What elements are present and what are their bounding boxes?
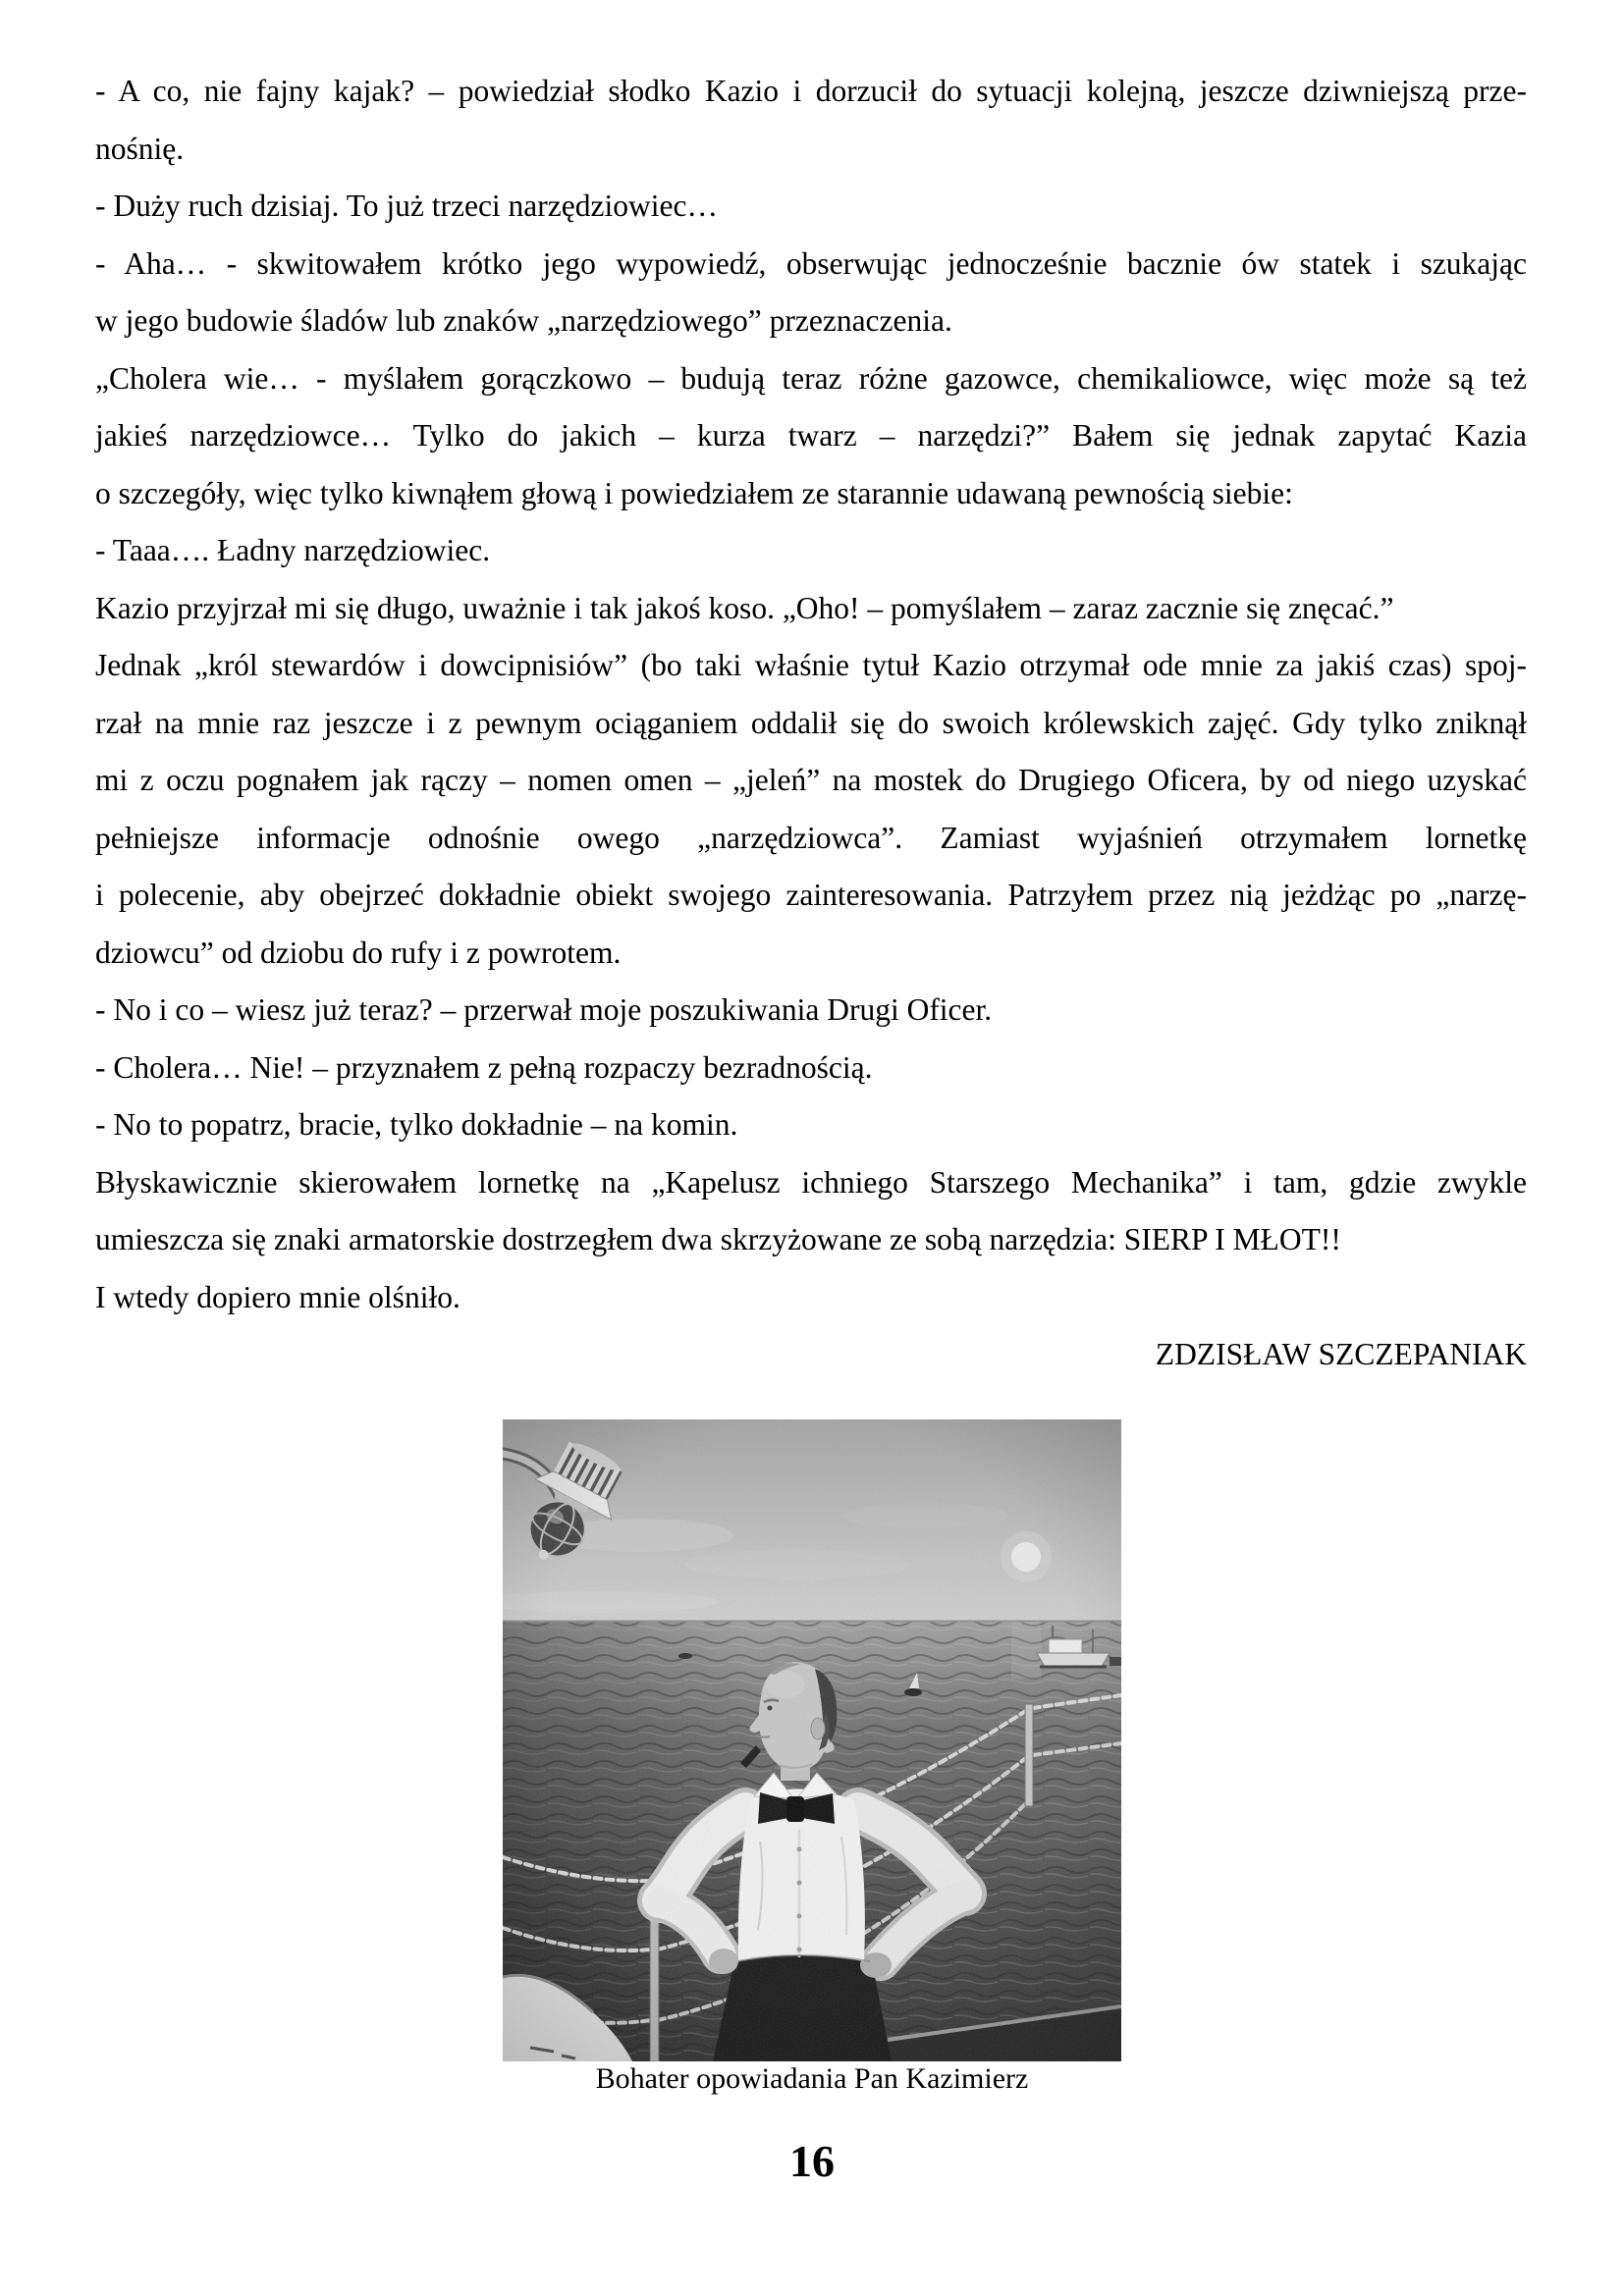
text-line: Jednak „król stewardów i dowcipnisiów” (bo taki właśnie tytuł Kazio otrzymał ode mnie za jakiś czas) spoj- [95,648,1527,682]
text-line: - Duży ruch dzisiaj. To już trzeci narzędziowiec… [95,188,718,223]
text-line: w jego budowie śladów lub znaków „narzędziowego” przeznaczenia. [95,303,952,338]
text-line: „Cholera wie… - myślałem gorączkowo – budują teraz różne gazowce, chemikaliowce, więc może są też [95,360,1527,396]
page-number: 16 [789,2136,835,2186]
text-line: Kazio przyjrzał mi się długo, uważnie i tak jakoś koso. „Oho! – pomyślałem – zaraz zacznie się znęcać.” [95,590,1394,625]
author-signature: ZDZISŁAW SZCZEPANIAK [1155,1337,1527,1371]
text-line: o szczegóły, więc tylko kiwnąłem głową i powiedziałem ze starannie udawaną pewnością siebie: [95,475,1293,510]
text-line: dziowcu” od dziobu do rufy i z powrotem. [95,934,622,970]
text-line: pełniejsze informacje odnośnie owego „narzędziowca”. Zamiast wyjaśnień otrzymałem lornetkę [95,820,1527,855]
text-line: - No i co – wiesz już teraz? – przerwał moje poszukiwania Drugi Oficer. [95,992,993,1027]
ship-deck-photo [503,1419,1121,2061]
text-line: mi z oczu pognałem jak rączy – nomen omen – „jeleń” na mostek do Drugiego Oficera, by od niego uzyskać [95,763,1527,797]
photo-pan-kazimierz [503,1419,1121,2061]
text-line: I wtedy dopiero mnie olśniło. [95,1279,460,1314]
text-line: jakieś narzędziowce… Tylko do jakich – kurza twarz – narzędzi?” Bałem się jednak zapytać Kazia [95,418,1527,453]
story-text-block [95,63,1527,1384]
text-line: Błyskawicznie skierowałem lornetkę na „Kapelusz ichniego Starszego Mechanika” i tam, gdzie zwykle [95,1164,1527,1200]
text-line: nośnię. [95,131,185,166]
text-line: umieszcza się znaki armatorskie dostrzegłem dwa skrzyżowane ze sobą narzędzia: SIERP I MŁOT!! [95,1222,1341,1256]
text-line: - Cholera… Nie! – przyznałem z pełną rozpaczy bezradnością. [95,1049,873,1085]
photo-caption: Bohater opowiadania Pan Kazimierz [595,2062,1029,2095]
text-line: - A co, nie fajny kajak? – powiedział słodko Kazio i dorzucił do sytuacji kolejną, jeszcze dziwniejszą prze- [95,74,1527,108]
text-line: - Taaa…. Ładny narzędziowiec. [95,533,491,567]
text-line: rzał na mnie raz jeszcze i z pewnym ociąganiem oddalił się do swoich królewskich zajęć. Gdy tylko zniknął [95,705,1527,740]
text-line: - Aha… - skwitowałem krótko jego wypowiedź, obserwując jednocześnie bacznie ów statek i szukając [95,245,1527,281]
text-line: i polecenie, aby obejrzeć dokładnie obiekt swojego zainteresowania. Patrzyłem przez nią jeżdżąc po „narzę- [95,878,1527,912]
text-line: - No to popatrz, bracie, tylko dokładnie – na komin. [95,1107,738,1142]
